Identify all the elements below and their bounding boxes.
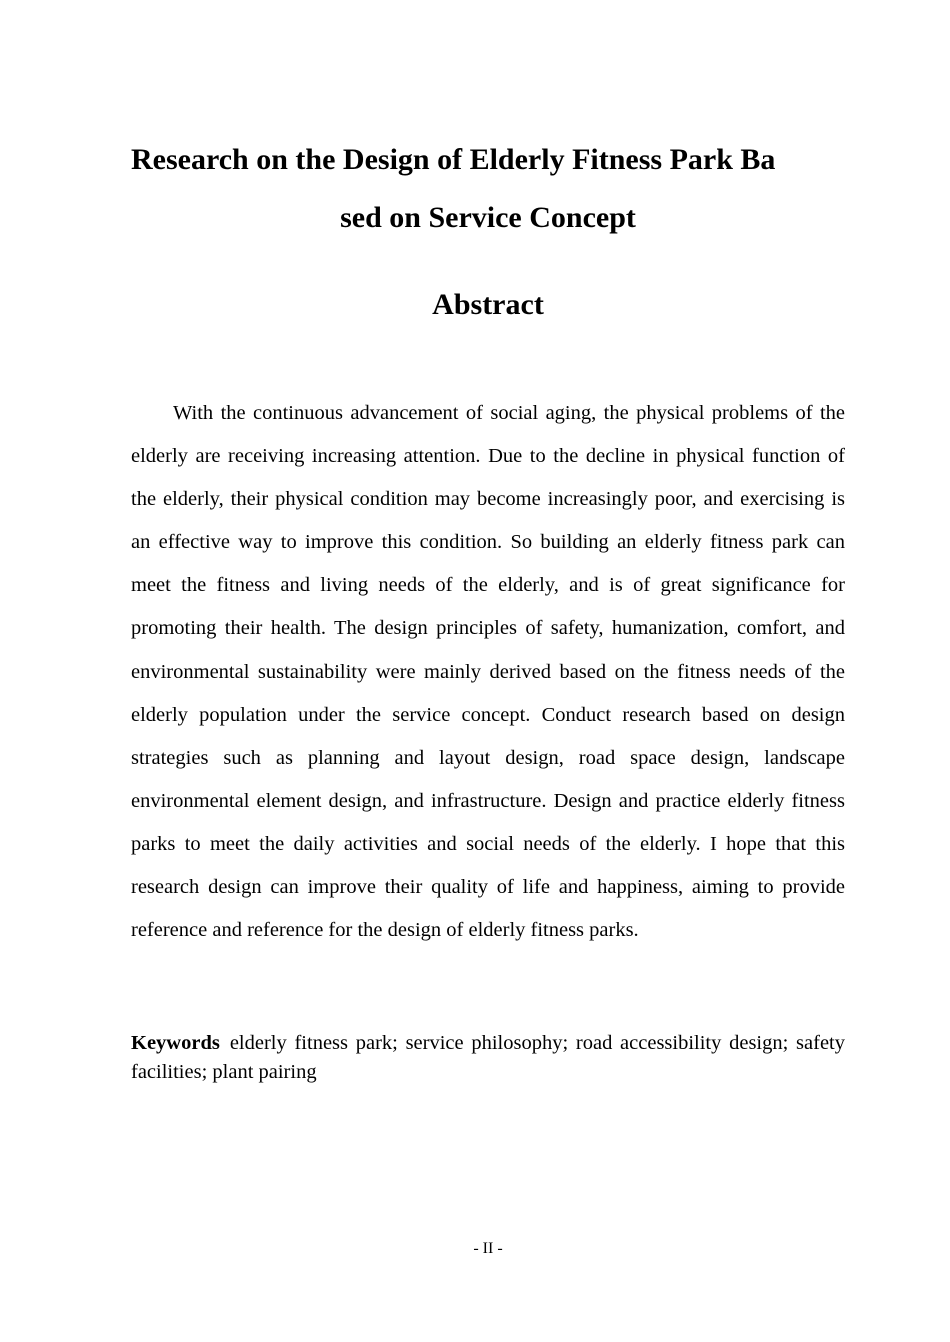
paper-title-line-1: Research on the Design of Elderly Fitness Park Ba <box>131 143 776 176</box>
keywords-label: Keywords <box>131 1032 220 1054</box>
keywords-paragraph <box>131 1029 845 1087</box>
paper-title-line-2: sed on Service Concept <box>340 201 636 234</box>
keywords-text: elderly fitness park; service philosophy; road accessibility design; safety facilities; plant pairing <box>131 1032 845 1083</box>
page-number: - II - <box>473 1240 503 1257</box>
abstract-body: With the continuous advancement of social aging, the physical problems of the elderly are receiving increasing attention. Due to the decline in physical function of the elderly, their physical condition may become increasingly poor, and exercising is an effective way to improve this condition. So building an elderly fitness park can meet the fitness and living needs of the elderly, and is of great significance for promoting their health. The design principles of safety, humanization, comfort, and environmental sustainability were mainly derived based on the fitness needs of the elderly population under the service concept. Conduct research based on design strategies such as planning and layout design, road space design, landscape environmental element design, and infrastructure. Design and practice elderly fitness parks to meet the daily activities and social needs of the elderly. I hope that this research design can improve their quality of life and happiness, aiming to provide reference and reference for the design of elderly fitness parks. <box>131 402 845 942</box>
abstract-heading: Abstract <box>432 288 544 321</box>
